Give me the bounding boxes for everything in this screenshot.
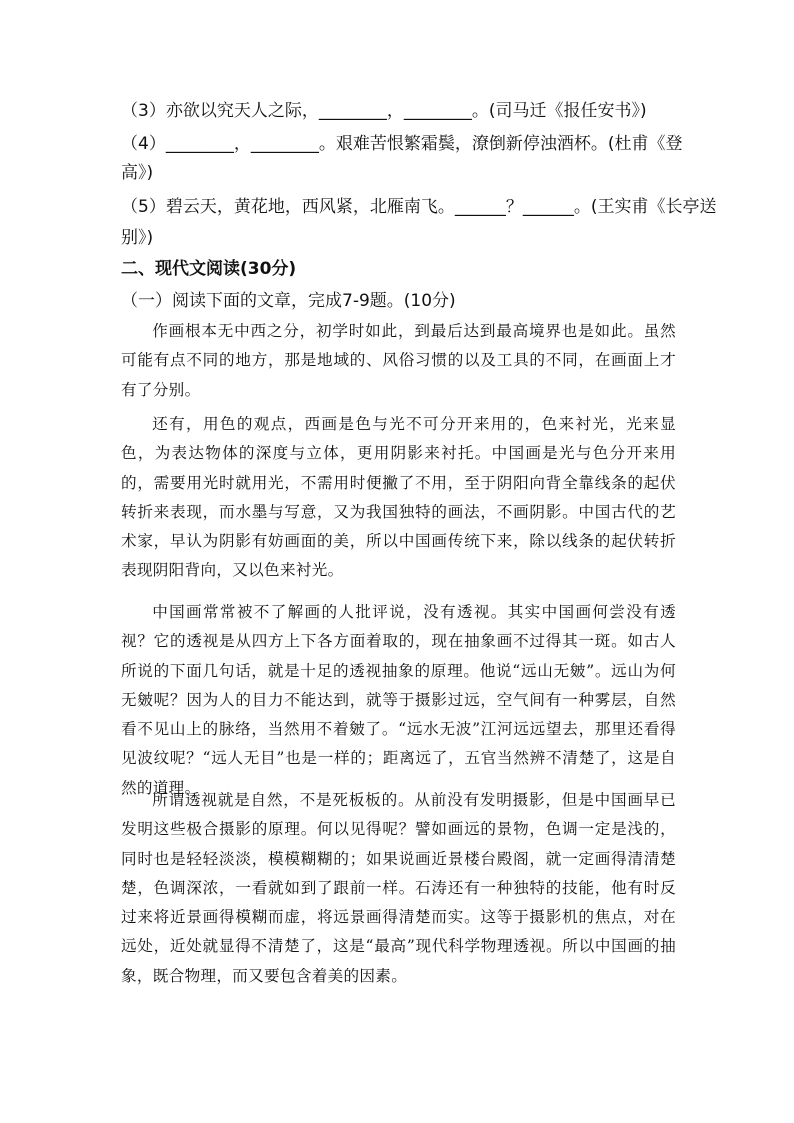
dictation-question-4: （4）________，________。艰难苦恨繁霜鬓，潦倒新停浊酒杯。(杜甫《登 [121, 134, 683, 154]
passage-paragraph-2: 还有，用色的观点，西画是色与光不可分开来用的，色来衬光，光来显色，为表达物体的深度与立体，更用阴影来衬托。中国画是光与色分开来用的，需要用光时就用光，不需用时便撇了不用，至于阴阳向背全靠线条的起伏转折来表现，而水墨与写意，又为我国独特的画法，不画阴影。中国古代的艺术家，早认为阴影有妨画面的美，所以中国画传统下来，除以线条的起伏转折表现阴阳背向，又以色来衬光。 [121, 415, 676, 580]
dictation-question-5-continuation: 别》) [121, 228, 154, 248]
passage-paragraph-3: 中国画常常被不了解画的人批评说，没有透视。其实中国画何尝没有透视？它的透视是从四方上下各方面着取的，现在抽象画不过得其一斑。如古人所说的下面几句话，就是十足的透视抽象的原理。他说“远山无皴”。远山为何无皴呢？因为人的目力不能达到，就等于摄影过远，空气间有一种雾层，自然看不见山上的脉络，当然用不着皴了。“远水无波”江河远远望去，那里还看得见波纹呢？“远人无目”也是一样的；距离远了，五官当然辨不清楚了，这是自然的道理。 [121, 603, 676, 797]
passage-paragraph-4: 所谓透视就是自然，不是死板板的。从前没有发明摄影，但是中国画早已发明这些极合摄影的原理。何以见得呢？譬如画远的景物，色调一定是浅的，同时也是轻轻淡淡，模模糊糊的；如果说画近景楼台殿阁，就一定画得清清楚楚，色调深浓，一看就如到了跟前一样。石涛还有一种独特的技能，他有时反过来将近景画得模糊而虚，将远景画得清楚而实。这等于摄影机的焦点，对在远处，近处就显得不清楚了，这是“最高”现代科学物理透视。所以中国画的抽象，既合物理，而又要包含着美的因素。 [121, 791, 676, 985]
dictation-question-3: （3）亦欲以究天人之际，________，________。(司马迁《报任安书》) [121, 101, 647, 121]
dictation-question-4-continuation: 高》) [121, 163, 154, 183]
subsection-instruction: （一）阅读下面的文章，完成7-9题。(10分) [121, 291, 456, 311]
dictation-question-5: （5）碧云天，黄花地，西风紧，北雁南飞。______？______。(王实甫《长亭送 [121, 197, 717, 217]
section-heading: 二、现代文阅读(30分) [121, 259, 297, 279]
passage-paragraph-1: 作画根本无中西之分，初学时如此，到最后达到最高境界也是如此。虽然可能有点不同的地方，那是地域的、风俗习惯的以及工具的不同，在画面上才有了分别。 [121, 322, 676, 399]
